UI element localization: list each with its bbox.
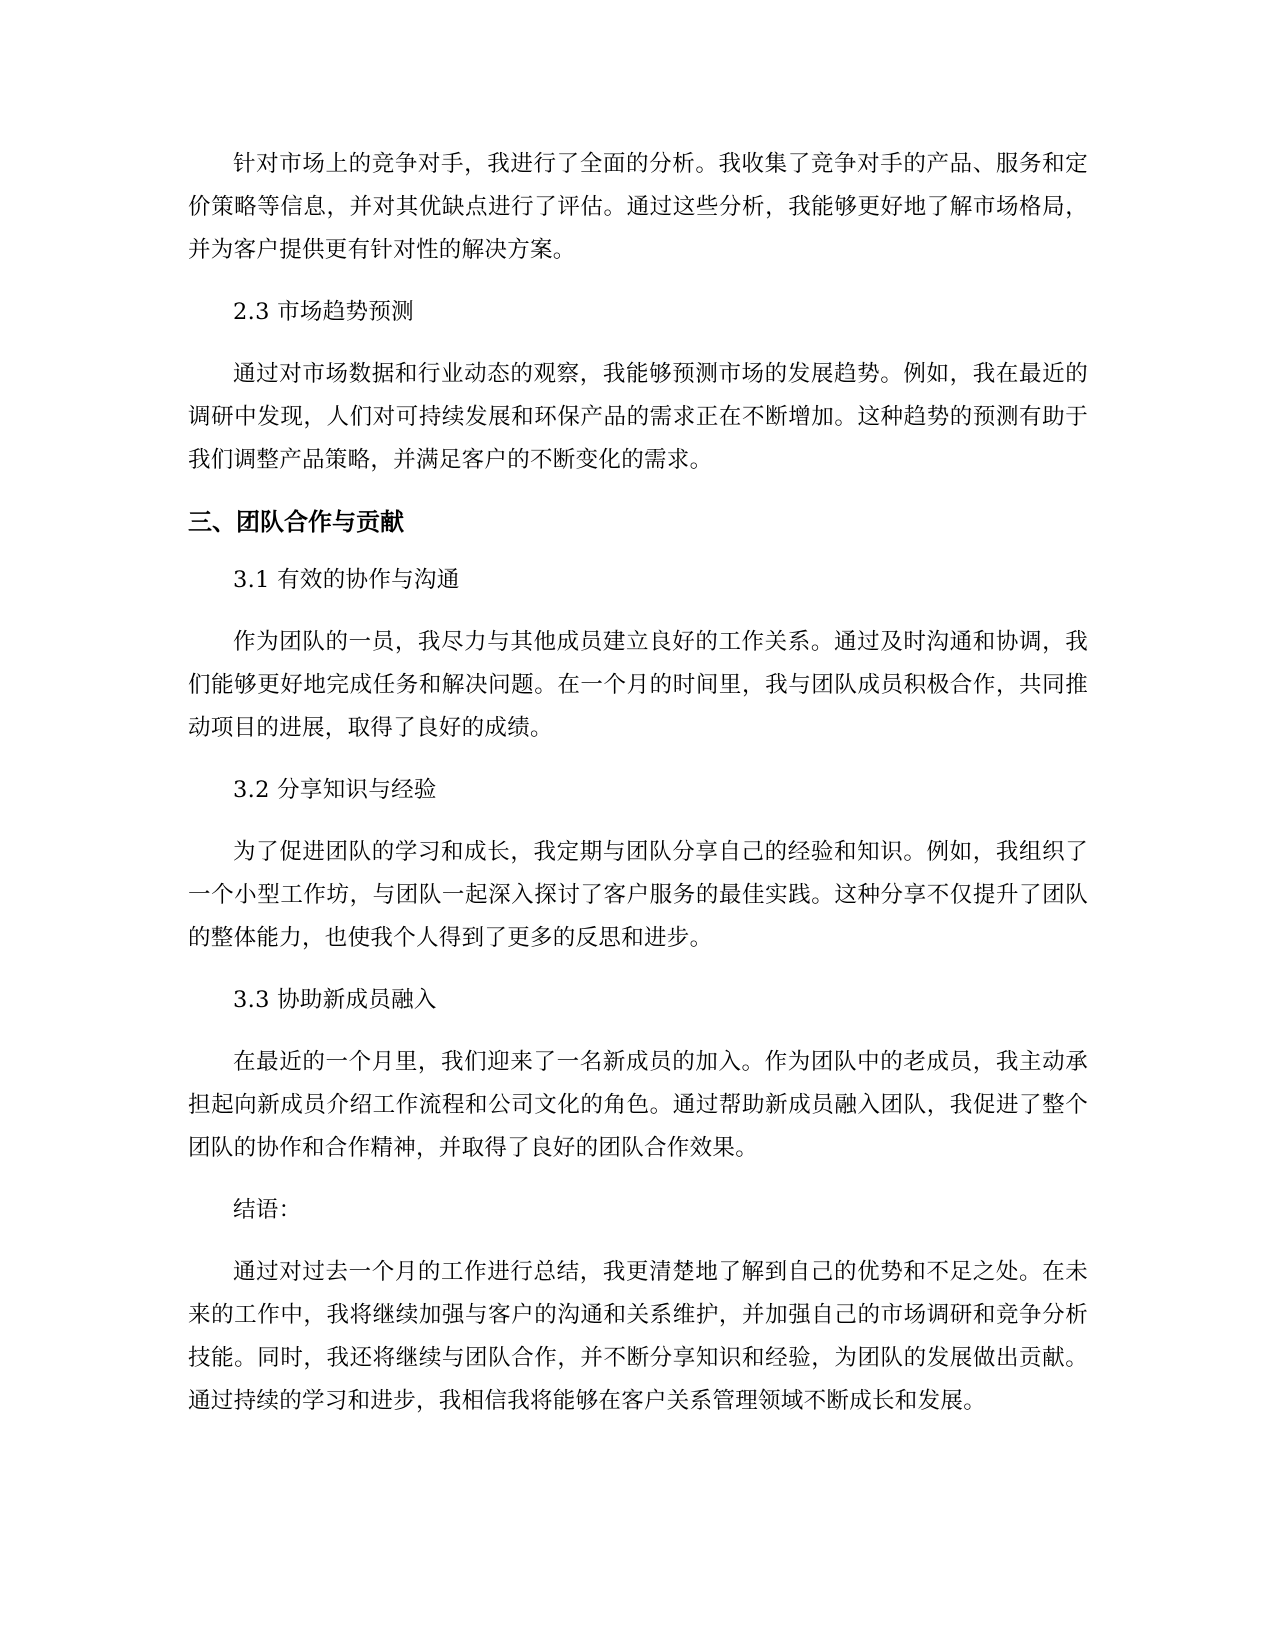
- paragraph-knowledge-sharing: 为了促进团队的学习和成长，我定期与团队分享自己的经验和知识。例如，我组织了一个小型工作坊，与团队一起深入探讨了客户服务的最佳实践。这种分享不仅提升了团队的整体能力，也使我个人得到了更多的反思和进步。: [188, 839, 1088, 951]
- paragraph-new-member: 在最近的一个月里，我们迎来了一名新成员的加入。作为团队中的老成员，我主动承担起向新成员介绍工作流程和公司文化的角色。通过帮助新成员融入团队，我促进了整个团队的协作和合作精神，并取得了良好的团队合作效果。: [188, 1049, 1088, 1161]
- subheading-conclusion: 结语：: [233, 1197, 302, 1223]
- document-body: [188, 143, 1088, 1442]
- subheading-3-3: 3.3 协助新成员融入: [233, 987, 437, 1013]
- subheading-2-3: 2.3 市场趋势预测: [233, 299, 414, 325]
- paragraph-collaboration: 作为团队的一员，我尽力与其他成员建立良好的工作关系。通过及时沟通和协调，我们能够更好地完成任务和解决问题。在一个月的时间里，我与团队成员积极合作，共同推动项目的进展，取得了良好的成绩。: [188, 629, 1088, 741]
- section-heading-3: 三、团队合作与贡献: [188, 508, 404, 536]
- paragraph-market-trend: 通过对市场数据和行业动态的观察，我能够预测市场的发展趋势。例如，我在最近的调研中发现，人们对可持续发展和环保产品的需求正在不断增加。这种趋势的预测有助于我们调整产品策略，并满足客户的不断变化的需求。: [188, 361, 1088, 473]
- subheading-3-1: 3.1 有效的协作与沟通: [233, 567, 460, 593]
- subheading-3-2: 3.2 分享知识与经验: [233, 777, 437, 803]
- paragraph-competitor-analysis: 针对市场上的竞争对手，我进行了全面的分析。我收集了竞争对手的产品、服务和定价策略等信息，并对其优缺点进行了评估。通过这些分析，我能够更好地了解市场格局，并为客户提供更有针对性的解决方案。: [188, 151, 1088, 263]
- paragraph-conclusion: 通过对过去一个月的工作进行总结，我更清楚地了解到自己的优势和不足之处。在未来的工作中，我将继续加强与客户的沟通和关系维护，并加强自己的市场调研和竞争分析技能。同时，我还将继续与团队合作，并不断分享知识和经验，为团队的发展做出贡献。通过持续的学习和进步，我相信我将能够在客户关系管理领域不断成长和发展。: [188, 1259, 1088, 1414]
